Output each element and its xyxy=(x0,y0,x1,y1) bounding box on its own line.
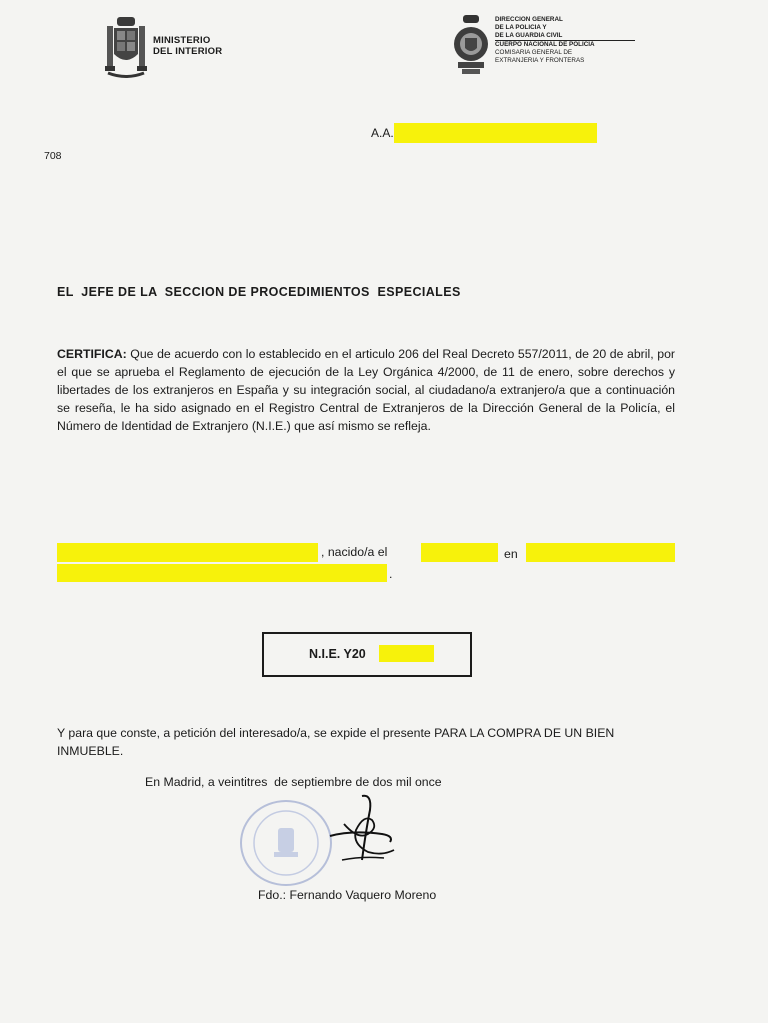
certifica-paragraph xyxy=(57,345,675,435)
recipient-prefix: A.A. xyxy=(371,126,394,140)
spain-coat-of-arms-icon xyxy=(103,16,149,80)
document-heading: EL JEFE DE LA SECCION DE PROCEDIMIENTOS ESPECIALES xyxy=(57,285,461,299)
redacted-birthplace xyxy=(526,543,675,562)
certifica-label: CERTIFICA: xyxy=(57,347,127,361)
person-line-end: . xyxy=(389,567,393,581)
handwritten-signature xyxy=(322,790,402,870)
redacted-recipient xyxy=(394,123,597,143)
redacted-name xyxy=(57,543,318,562)
redacted-birthdate xyxy=(421,543,498,562)
purpose-paragraph: Y para que conste, a petición del interesado/a, se expide el presente PARA LA COMPRA DE UN BIEN INMUEBLE. xyxy=(57,726,615,758)
certifica-text: Que de acuerdo con lo establecido en el articulo 206 del Real Decreto 557/2011, de 20 de abril, por el que se aprueba el Reglamento de ejecución de la Ley Orgánica 4/2000, de 11 de enero, sobre derechos y libertades de los extranjeros en España y su integración social, al ciudadano/a extranjero/a que a continuación se reseña, le ha sido asignado en el Registro Central de Extranjeros de la Dirección General de la Policía, el Número de Identidad de Extranjero (N.I.E.) que así mismo se refleja. xyxy=(57,347,675,433)
signer-name: Fdo.: Fernando Vaquero Moreno xyxy=(258,888,437,902)
police-directorate-name: DIRECCION GENERAL DE LA POLICIA Y DE LA GUARDIA CIVIL CUERPO NACIONAL DE POLICIA COMISARIA GENERAL DE EXTRANJERIA Y FRONTERAS xyxy=(495,16,635,65)
ministry-name: MINISTERIO DEL INTERIOR xyxy=(153,35,223,57)
police-emblem-icon xyxy=(452,14,490,76)
place-date: En Madrid, a veintitres de septiembre de dos mil once xyxy=(145,775,442,789)
nie-label: N.I.E. Y20 xyxy=(309,647,366,661)
nie-box xyxy=(262,632,472,677)
born-label: , nacido/a el xyxy=(321,545,388,559)
official-stamp xyxy=(240,800,332,886)
redacted-nie-number xyxy=(379,645,434,662)
redacted-name-line2 xyxy=(57,564,387,582)
document-number: 708 xyxy=(44,150,62,162)
in-label: en xyxy=(504,547,518,561)
